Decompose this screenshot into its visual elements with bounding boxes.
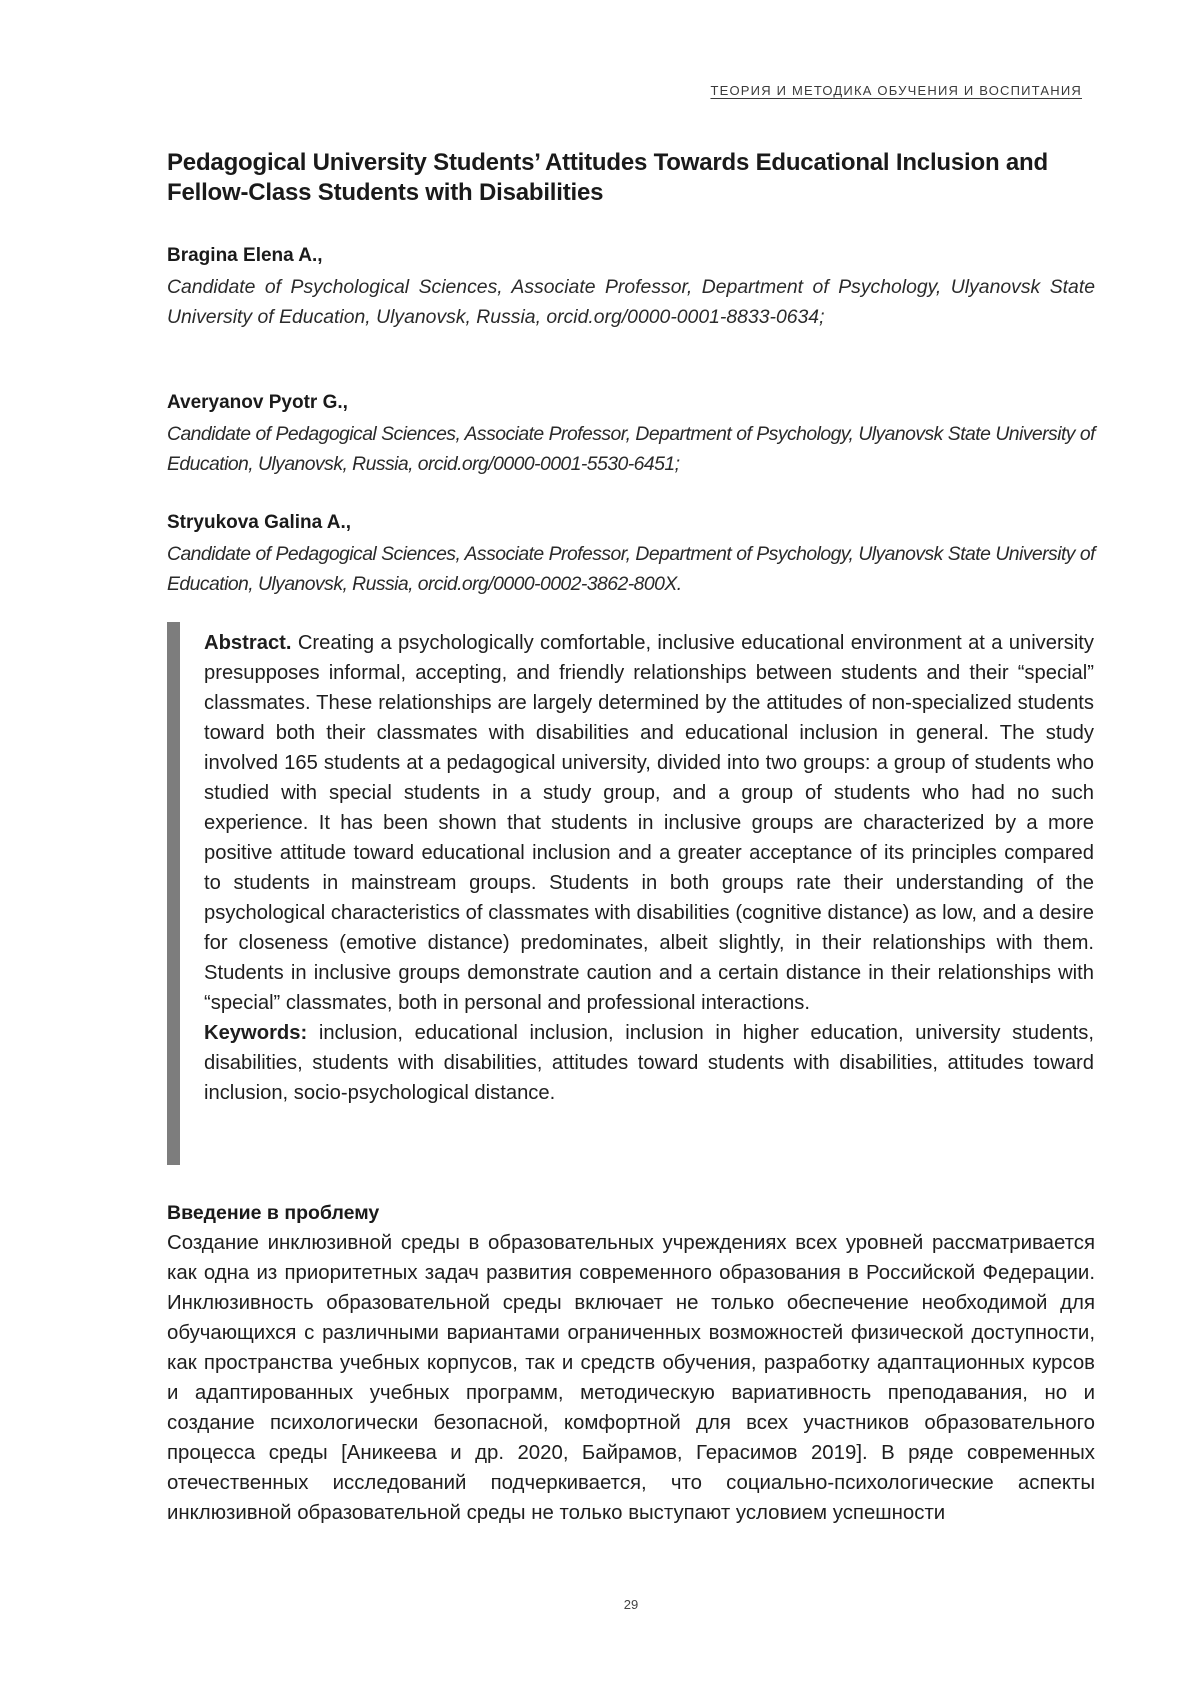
abstract-block bbox=[204, 628, 1094, 1108]
page-number: 29 bbox=[623, 1597, 639, 1612]
section-body: Создание инклюзивной среды в образовательных учреждениях всех уровней рассматривается как одна из приоритетных задач развития современного образования в Российской Федерации. Инклюзивность образовательной среды включает не только обеспечение необходимой для обучающихся с различными вариантами ограниченных возможностей физической доступности, как пространства учебных корпусов, так и средств обучения, разработку адаптационных курсов и адаптированных учебных программ, методическую вариативность преподавания, но и создание психологически безопасной, комфортной для всех участников образовательного процесса среды [Аникеева и др. 2020, Байрамов, Герасимов 2019]. В ряде современных отечественных исследований подчеркивается, что социально-психологические аспекты инклюзивной образовательной среды не только выступают условием успешности bbox=[167, 1232, 1095, 1524]
author-name: Bragina Elena A., bbox=[167, 245, 323, 266]
keywords-paragraph bbox=[204, 1018, 1094, 1108]
article-title: Pedagogical University Students’ Attitudes Towards Educational Inclusion and Fellow-Class Students with Disabilities bbox=[167, 149, 1048, 206]
author-affiliation: Candidate of Pedagogical Sciences, Associate Professor, Department of Psychology, Ulyanovsk State University of Education, Ulyanovsk, Russia, orcid.org/0000-0002-3862-800X. bbox=[167, 543, 1095, 595]
author-affiliation: Candidate of Pedagogical Sciences, Associate Professor, Department of Psychology, Ulyanovsk State University of Education, Ulyanovsk, Russia, orcid.org/0000-0001-5530-6451; bbox=[167, 423, 1095, 475]
author-block bbox=[167, 510, 1095, 599]
author-name: Averyanov Pyotr G., bbox=[167, 392, 348, 413]
intro-section bbox=[167, 1198, 1095, 1528]
abstract-paragraph bbox=[204, 628, 1094, 1018]
keywords-text: inclusion, educational inclusion, inclusion in higher education, university students, disabilities, students with disabilities, attitudes toward students with disabilities, attitudes toward inclusion, socio-psychological distance. bbox=[204, 1022, 1094, 1104]
keywords-label: Keywords: bbox=[204, 1022, 308, 1044]
abstract-text: Creating a psychologically comfortable, inclusive educational environment at a university presupposes informal, accepting, and friendly relationships between students and their “special” classmates. These relationships are largely determined by the attitudes of non-specialized students toward both their classmates with disabilities and educational inclusion in general. The study involved 165 students at a pedagogical university, divided into two groups: a group of students who studied with special students in a study group, and a group of students who had no such experience. It has been shown that students in inclusive groups are characterized by a more positive attitude toward educational inclusion and a greater acceptance of its principles compared to students in mainstream groups. Students in both groups rate their understanding of the psychological characteristics of classmates with disabilities (cognitive distance) as low, and a desire for closeness (emotive distance) predominates, albeit slightly, in their relationships with them. Students in inclusive groups demonstrate caution and a certain distance in their relationships with “special” classmates, both in personal and professional interactions. bbox=[204, 632, 1095, 1014]
author-name: Stryukova Galina A., bbox=[167, 512, 352, 533]
abstract-sidebar-bar bbox=[167, 622, 180, 1165]
abstract-label: Abstract. bbox=[204, 632, 292, 654]
section-heading: Введение в проблему bbox=[167, 1202, 380, 1224]
author-block bbox=[167, 390, 1095, 479]
author-affiliation: Candidate of Psychological Sciences, Associate Professor, Department of Psychology, Ulyanovsk State University of Education, Ulyanovsk, Russia, orcid.org/0000-0001-8833-0634; bbox=[167, 276, 1095, 328]
author-block bbox=[167, 243, 1095, 332]
running-header: ТЕОРИЯ И МЕТОДИКА ОБУЧЕНИЯ И ВОСПИТАНИЯ bbox=[710, 83, 1082, 98]
